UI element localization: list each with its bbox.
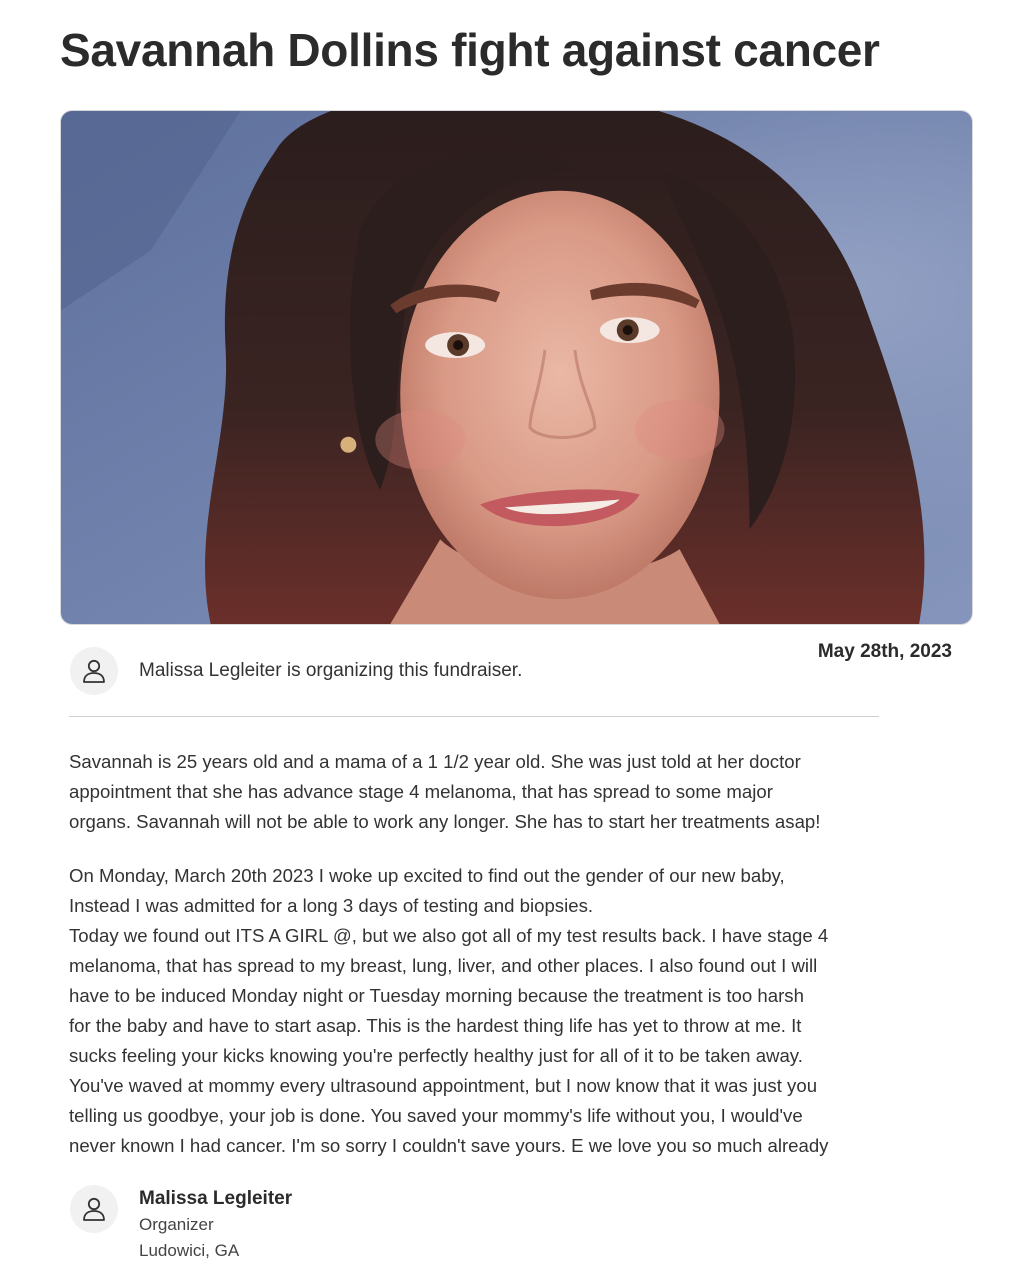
paragraph-gap <box>69 837 889 861</box>
user-icon <box>81 658 107 684</box>
story-line: never known I had cancer. I'm so sorry I couldn't save yours. E we love you so much already <box>69 1135 829 1156</box>
organizer-banner <box>70 646 522 696</box>
campaign-date: May 28th, 2023 <box>817 641 952 662</box>
organizer-banner-text: Malissa Legleiter is organizing this fundraiser. <box>139 660 523 681</box>
story-line: for the baby and have to start asap. This is the hardest thing life has yet to throw at me. It <box>69 1015 802 1036</box>
story-line: have to be induced Monday night or Tuesday morning because the treatment is too harsh <box>69 985 804 1006</box>
organizer-card-avatar[interactable] <box>70 1185 118 1233</box>
organizer-location: Ludowici, GA <box>139 1241 240 1260</box>
organizer-card <box>70 1185 292 1264</box>
campaign-hero-image[interactable] <box>60 110 973 625</box>
story-line: melanoma, that has spread to my breast, lung, liver, and other places. I also found out I will <box>69 955 818 976</box>
story-line: sucks feeling your kicks knowing you're perfectly healthy just for all of it to be taken away. <box>69 1045 803 1066</box>
story-line: appointment that she has advance stage 4 melanoma, that has spread to some major <box>69 781 773 802</box>
story-line: Savannah is 25 years old and a mama of a 1 1/2 year old. She was just told at her doctor <box>69 751 801 772</box>
story-line: Instead I was admitted for a long 3 days of testing and biopsies. <box>69 895 594 916</box>
story-line: You've waved at mommy every ultrasound appointment, but I now know that it was just you <box>69 1075 818 1096</box>
user-icon <box>81 1196 107 1222</box>
section-divider <box>69 716 879 717</box>
page-title: Savannah Dollins fight against cancer <box>60 24 880 76</box>
story-line: Today we found out ITS A GIRL @, but we also got all of my test results back. I have stage 4 <box>69 925 829 946</box>
story-line: telling us goodbye, your job is done. You saved your mommy's life without you, I would've <box>69 1105 803 1126</box>
story-line: On Monday, March 20th 2023 I woke up excited to find out the gender of our new baby, <box>69 865 785 886</box>
organizer-name[interactable]: Malissa Legleiter <box>139 1188 293 1209</box>
campaign-story <box>69 747 889 1161</box>
portrait-photo <box>61 111 972 624</box>
organizer-role: Organizer <box>139 1215 214 1234</box>
story-line: organs. Savannah will not be able to work any longer. She has to start her treatments asap! <box>69 811 821 832</box>
organizer-card-info <box>139 1186 292 1264</box>
organizer-avatar[interactable] <box>70 647 118 695</box>
